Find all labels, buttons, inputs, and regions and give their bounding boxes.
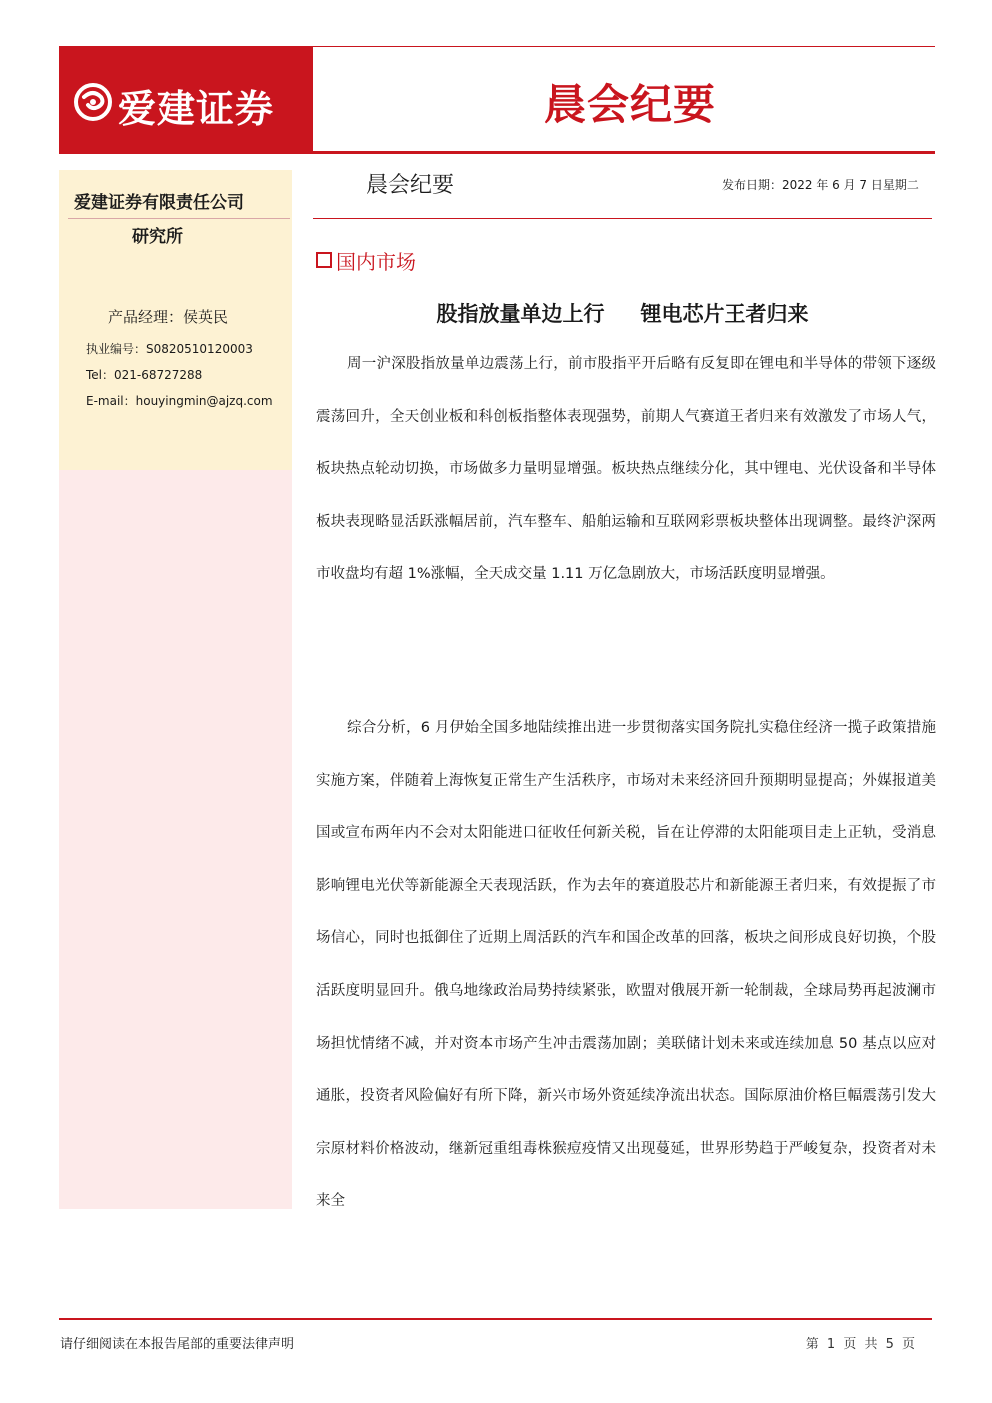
company-divider: [68, 218, 290, 219]
brand-logo-icon: [74, 83, 112, 121]
article-title: [313, 298, 932, 328]
body-paragraph: 周一沪深股指放量单边震荡上行，前市股指平开后略有反复即在锂电和半导体的带领下逐级震荡回升，全天创业板和科创板指整体表现强势，前期人气赛道王者归来有效激发了市场人气，板块热点轮动切换，市场做多力量明显增强。板块热点继续分化，其中锂电、光伏设备和半导体板块表现略显活跃涨幅居前，汽车整车、船舶运输和互联网彩票板块整体出现调整。最终沪深两市收盘均有超 1%涨幅，全天成交量 1.11 万亿急剧放大，市场活跃度明显增强。: [316, 356, 936, 583]
brand-logo-text: 爱建证券: [118, 86, 275, 131]
article-title-part1: 股指放量单边上行: [436, 302, 605, 326]
license-number: 执业编号：S0820510120003: [86, 342, 253, 356]
banner-rule: [59, 151, 935, 154]
company-name: 爱建证券有限责任公司: [74, 193, 244, 213]
contact-tel: Tel：021-68727288: [86, 368, 203, 382]
section-heading: [316, 246, 416, 275]
article-title-part2: 锂电芯片王者归来: [640, 302, 809, 326]
page-title: 晨会纪要: [366, 173, 455, 198]
section-heading-label: 国内市场: [336, 250, 416, 274]
body-paragraph: 综合分析，6 月伊始全国多地陆续推出进一步贯彻落实国务院扎实稳住经济一揽子政策措施实施方案，伴随着上海恢复正常生产生活秩序，市场对未来经济回升预期明显提高；外媒报道美国或宣布两年内不会对太阳能进口征收任何新关税，旨在让停滞的太阳能项目走上正轨，受消息影响锂电光伏等新能源全天表现活跃，作为去年的赛道股芯片和新能源王者归来，有效提振了市场信心，同时也抵御住了近期上周活跃的汽车和国企改革的回落，板块之间形成良好切换，个股活跃度明显回升。俄乌地缘政治局势持续紧张，欧盟对俄展开新一轮制裁，全球局势再起波澜市场担忧情绪不减，并对资本市场产生冲击震荡加剧；美联储计划未来或连续加息 50 基点以应对通胀，投资者风险偏好有所下降，新兴市场外资延续净流出状态。国际原油价格巨幅震荡引发大宗原材料价格波动，继新冠重组毒株猴痘疫情又出现蔓延，世界形势趋于严峻复杂，投资者对未来全: [316, 720, 936, 1210]
legal-notice: 请仔细阅读在本报告尾部的重要法律声明: [60, 1337, 295, 1352]
banner-title: 晨会纪要: [544, 80, 717, 129]
institute-name: 研究所: [132, 227, 183, 247]
product-manager: 产品经理：侯英民: [108, 308, 229, 326]
sidebar-lower-panel: [59, 470, 292, 1209]
checkbox-bullet-icon: [316, 252, 332, 268]
contact-email[interactable]: E-mail：houyingmin@ajzq.com: [86, 394, 273, 408]
publish-date: 发布日期：2022 年 6 月 7 日星期二: [722, 178, 919, 192]
header-rule: [313, 218, 932, 219]
page-number: 第 1 页 共 5 页: [805, 1337, 915, 1352]
footer-rule: [59, 1318, 932, 1320]
